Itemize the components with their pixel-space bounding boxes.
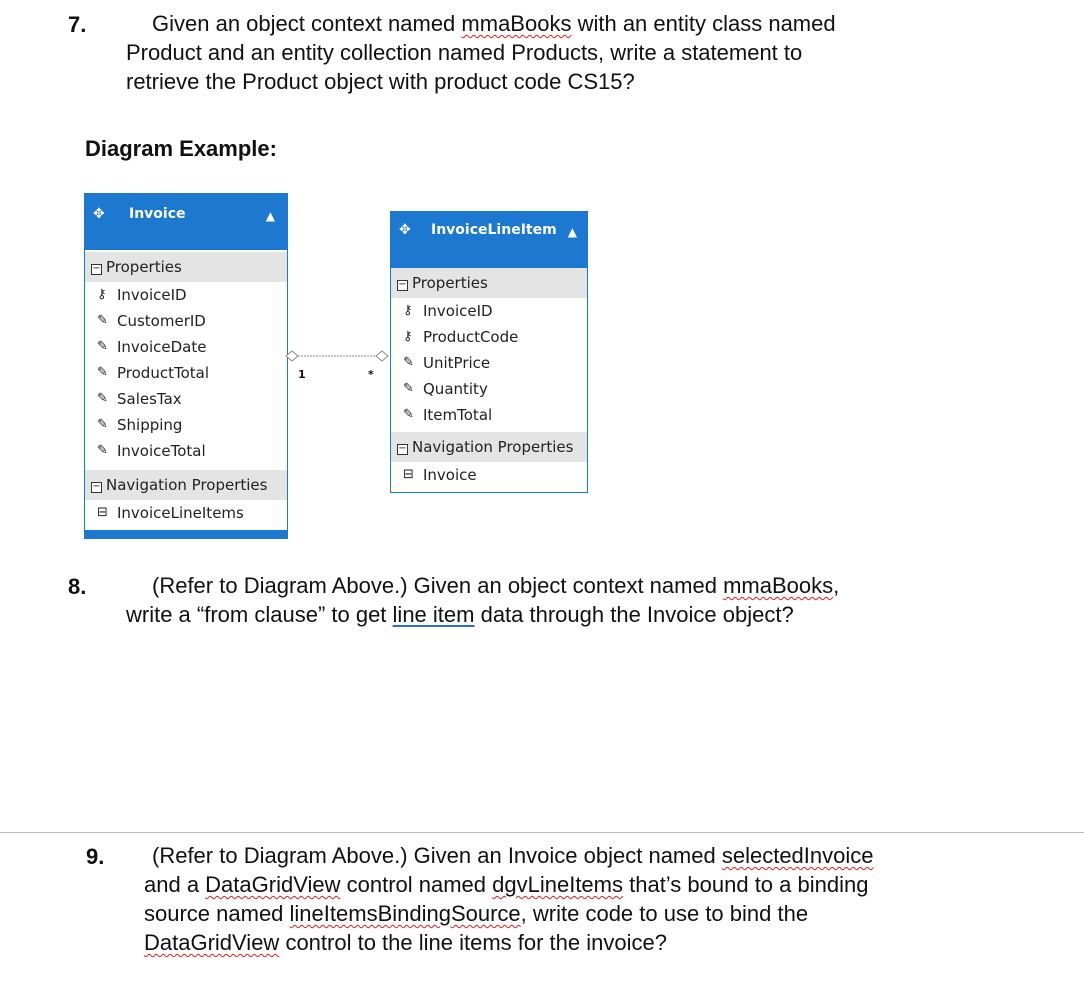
navigation-property-icon: ⊟ (403, 467, 414, 482)
lineitem-property-item-label: ItemTotal (423, 406, 493, 424)
invoice-entity[interactable] (84, 193, 288, 539)
question-7-number: 7. (68, 12, 87, 37)
lineitem-property-item[interactable] (391, 402, 587, 428)
wrench-icon: ✎ (97, 313, 108, 328)
invoice-navigation-item-label: InvoiceLineItems (117, 504, 244, 522)
question-9-line-2: and a DataGridView control named dgvLineItems that’s bound to a binding (144, 872, 869, 897)
key-icon: ⚷ (403, 329, 413, 344)
invoice-entity-header[interactable] (85, 194, 287, 250)
key-icon: ⚷ (97, 287, 107, 302)
question-7-line-2: Product and an entity collection named Products, write a statement to (126, 40, 803, 65)
entity-icon: ✥ (399, 222, 411, 238)
invoice-entity-title: Invoice (129, 206, 186, 222)
diagram-heading: Diagram Example: (85, 136, 277, 161)
invoice-properties-list (85, 282, 287, 464)
lineitem-property-item-label: UnitPrice (423, 354, 491, 372)
invoice-entity-footer (85, 530, 287, 538)
invoice-property-item-label: CustomerID (117, 312, 206, 330)
collapse-minus-icon[interactable]: − (92, 481, 101, 492)
invoice-property-item-label: InvoiceID (117, 286, 187, 304)
navigation-property-icon: ⊟ (97, 505, 108, 520)
lineitem-property-item-label: Quantity (423, 380, 488, 398)
lineitem-navigation-list (391, 462, 587, 488)
lineitem-property-item[interactable] (391, 324, 587, 350)
invoice-properties-header[interactable]: − Properties (85, 252, 287, 282)
lineitem-entity-title: InvoiceLineItem (431, 222, 557, 238)
invoice-property-item-label: InvoiceTotal (117, 442, 206, 460)
invoice-property-item[interactable] (85, 334, 287, 360)
wrench-icon: ✎ (403, 355, 414, 370)
lineitem-property-item[interactable] (391, 350, 587, 376)
question-9-line-4: DataGridView control to the line items for the invoice? (144, 930, 667, 955)
question-8-line-1: (Refer to Diagram Above.) Given an object context named mmaBooks, (152, 573, 840, 598)
lineitem-property-item-label: InvoiceID (423, 302, 493, 320)
collapse-chevron-icon[interactable]: ▲ (265, 209, 275, 223)
lineitem-navigation-item[interactable] (391, 462, 587, 488)
question-7-line-3: retrieve the Product object with product code CS15? (126, 69, 635, 94)
page-divider (0, 832, 1084, 833)
invoice-property-item[interactable] (85, 412, 287, 438)
association-connector[interactable] (284, 348, 394, 368)
lineitem-property-item[interactable] (391, 298, 587, 324)
invoice-property-item[interactable] (85, 386, 287, 412)
lineitem-property-item-label: ProductCode (423, 328, 519, 346)
lineitem-navigation-item-label: Invoice (423, 466, 477, 484)
invoice-property-item-label: InvoiceDate (117, 338, 207, 356)
invoice-navigation-list (85, 500, 287, 526)
invoice-property-item-label: ProductTotal (117, 364, 209, 382)
question-7-line-1: Given an object context named mmaBooks with an entity class named (152, 11, 836, 36)
invoice-navigation-item[interactable] (85, 500, 287, 526)
invoice-property-item[interactable] (85, 308, 287, 334)
invoice-property-item[interactable] (85, 282, 287, 308)
wrench-icon: ✎ (97, 365, 108, 380)
lineitem-entity-header[interactable] (391, 212, 587, 268)
collapse-chevron-icon[interactable]: ▲ (567, 225, 577, 239)
invoice-navigation-header[interactable]: − Navigation Properties (85, 470, 287, 500)
question-9-line-3: source named lineItemsBindingSource, write code to use to bind the (144, 901, 809, 926)
wrench-icon: ✎ (97, 339, 108, 354)
invoice-property-item-label: Shipping (117, 416, 183, 434)
wrench-icon: ✎ (403, 381, 414, 396)
wrench-icon: ✎ (97, 443, 108, 458)
entity-icon: ✥ (93, 206, 105, 222)
invoice-property-item[interactable] (85, 438, 287, 464)
question-8-number: 8. (68, 574, 87, 599)
lineitem-property-item[interactable] (391, 376, 587, 402)
key-icon: ⚷ (403, 303, 413, 318)
wrench-icon: ✎ (97, 417, 108, 432)
collapse-minus-icon[interactable]: − (398, 443, 407, 454)
wrench-icon: ✎ (403, 407, 414, 422)
collapse-minus-icon[interactable]: − (398, 279, 407, 290)
lineitem-properties-header[interactable]: − Properties (391, 268, 587, 298)
question-8-line-2: write a “from clause” to get line item data through the Invoice object? (126, 602, 794, 627)
invoice-property-item[interactable] (85, 360, 287, 386)
question-9-line-1: (Refer to Diagram Above.) Given an Invoice object named selectedInvoice (152, 843, 874, 868)
collapse-minus-icon[interactable]: − (92, 263, 101, 274)
lineitem-entity[interactable] (390, 211, 588, 493)
lineitem-navigation-header[interactable]: − Navigation Properties (391, 432, 587, 462)
multiplicity-one: 1 (298, 368, 306, 381)
lineitem-properties-list (391, 298, 587, 428)
invoice-property-item-label: SalesTax (117, 390, 182, 408)
multiplicity-many: * (368, 368, 374, 381)
question-9-number: 9. (86, 844, 105, 869)
wrench-icon: ✎ (97, 391, 108, 406)
